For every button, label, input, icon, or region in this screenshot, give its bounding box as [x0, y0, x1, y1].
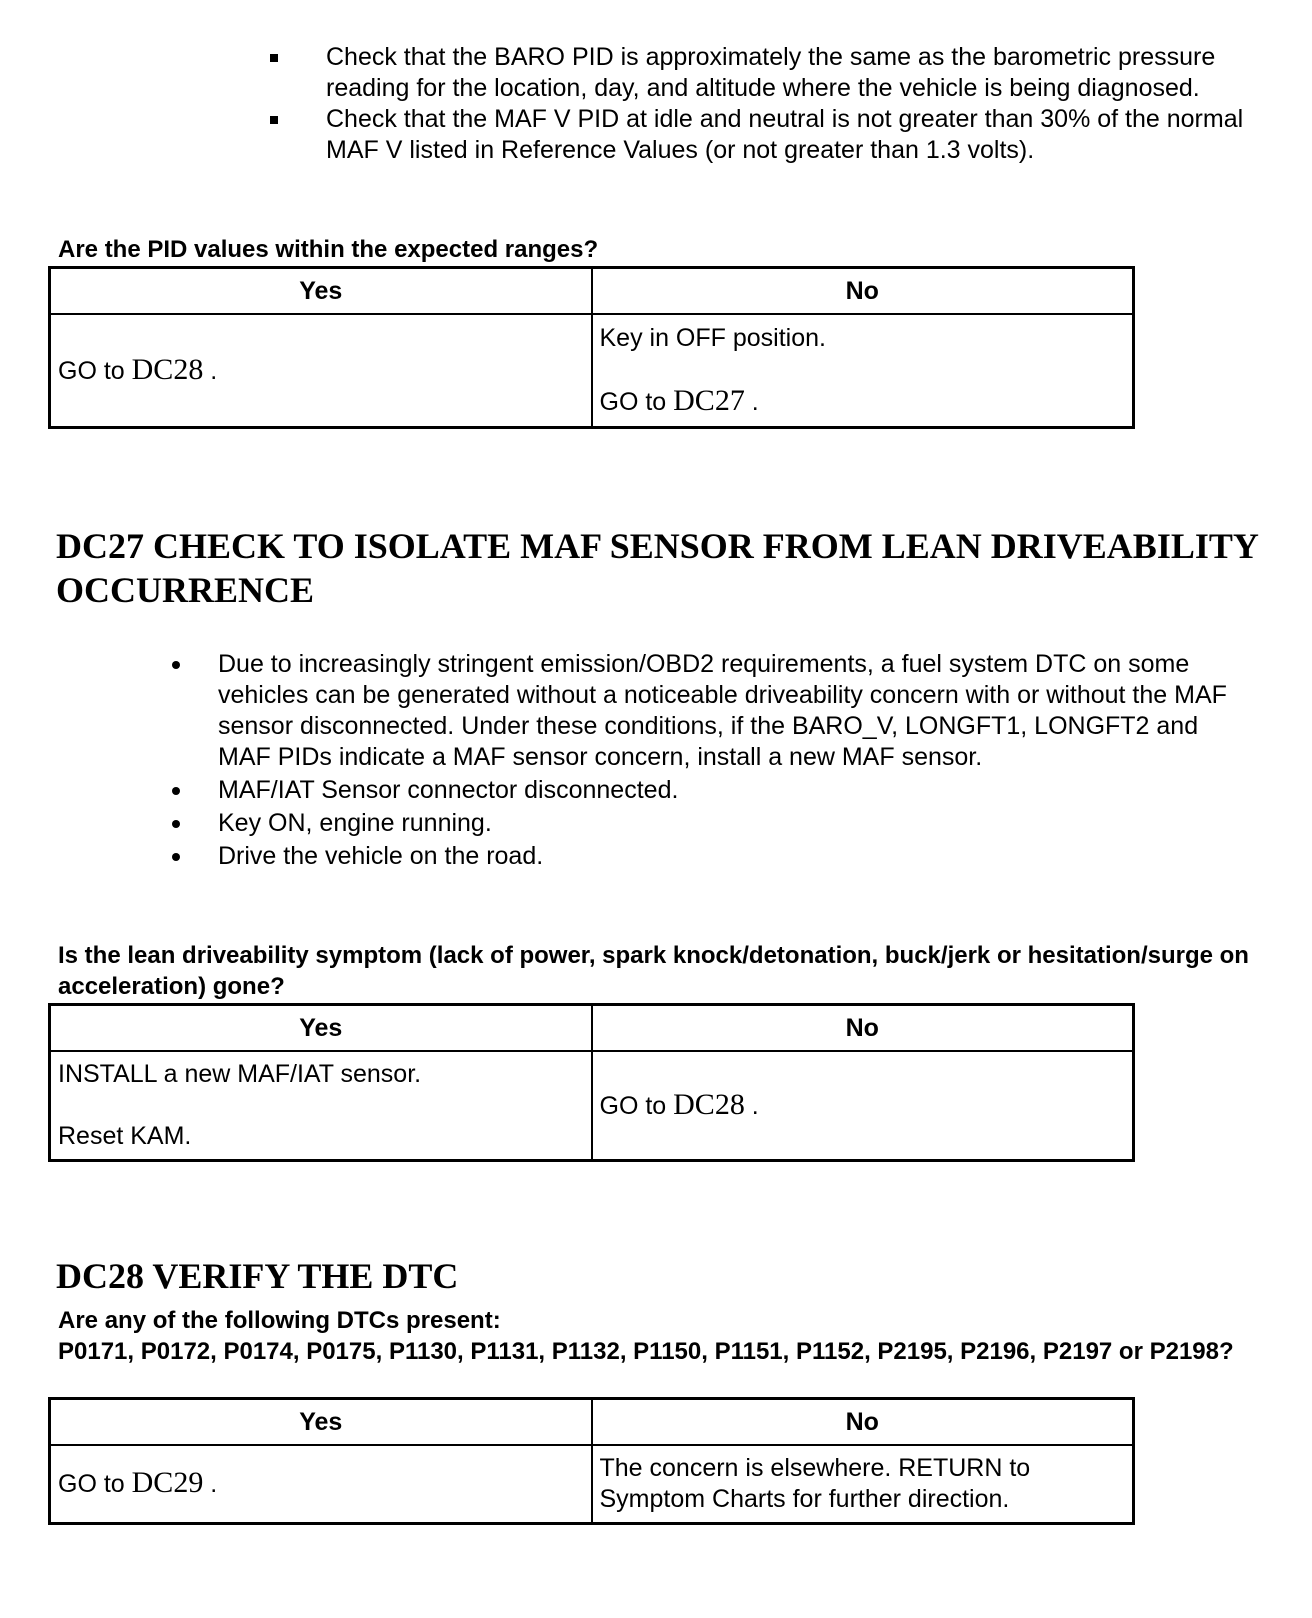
- dc27-bullet-list: [168, 649, 1228, 874]
- list-item: [168, 649, 1228, 773]
- no-cell: GO to DC28 .: [592, 1051, 1134, 1160]
- bullet-text: Drive the vehicle on the road.: [218, 842, 544, 870]
- go-to-text: GO to: [58, 356, 125, 385]
- dc28-link[interactable]: DC28: [673, 1087, 745, 1121]
- no-cell: Key in OFF position. GO to DC27 .: [592, 314, 1134, 427]
- dtc-question: [58, 1305, 1278, 1367]
- round-bullet-icon: [172, 787, 180, 795]
- list-item: [168, 841, 1228, 872]
- dc28-link[interactable]: DC28: [131, 352, 204, 386]
- yes-header: Yes: [50, 1005, 592, 1052]
- pid-question: Are the PID values within the expected ranges?: [58, 236, 599, 263]
- no-header: No: [592, 1399, 1134, 1446]
- instruction-text: Reset KAM.: [58, 1121, 192, 1150]
- yes-header: Yes: [50, 268, 592, 315]
- bullet-text: MAF/IAT Sensor connector disconnected.: [218, 776, 679, 804]
- no-header: No: [592, 268, 1134, 315]
- dtc-question-line: Are any of the following DTCs present:: [58, 1307, 501, 1334]
- round-bullet-icon: [172, 661, 180, 669]
- list-item: [270, 42, 1270, 104]
- lean-symptom-question: Is the lean driveability symptom (lack of power, spark knock/detonation, buck/jerk or hesitation/surge on acceleration) gone?: [58, 942, 1249, 1000]
- go-to-text: GO to: [599, 1091, 667, 1120]
- lean-decision-table: [48, 1003, 1135, 1162]
- dc28-heading: DC28 VERIFY THE DTC: [56, 1256, 459, 1296]
- dc27-link[interactable]: DC27: [673, 383, 745, 417]
- go-to-text: GO to: [58, 1470, 125, 1499]
- dtc-decision-table: [48, 1397, 1135, 1525]
- bullet-text: Check that the MAF V PID at idle and neutral is not greater than 30% of the normal MAF V listed in Reference Values (or not greater than 1.3 volts).: [326, 105, 1244, 164]
- intro-bullet-list: [270, 42, 1270, 166]
- no-header: No: [592, 1005, 1134, 1052]
- square-bullet-icon: [270, 54, 278, 62]
- square-bullet-icon: [270, 116, 278, 124]
- bullet-text: Due to increasingly stringent emission/OBD2 requirements, a fuel system DTC on some vehicles can be generated without a noticeable driveability concern with or without the MAF sensor disconnected. Under these conditions, if the BARO_V, LONGFT1, LONGFT2 and MAF PIDs indicate a MAF sensor concern, install a new MAF sensor.: [218, 650, 1227, 771]
- no-cell: The concern is elsewhere. RETURN to Symptom Charts for further direction.: [592, 1445, 1134, 1523]
- round-bullet-icon: [172, 853, 180, 861]
- yes-cell: [50, 1051, 592, 1160]
- pid-decision-table: [48, 266, 1135, 429]
- dc29-link[interactable]: DC29: [131, 1466, 204, 1500]
- list-item: [270, 104, 1270, 166]
- bullet-text: Key ON, engine running.: [218, 809, 492, 837]
- instruction-text: Key in OFF position.: [599, 323, 826, 352]
- dc27-heading: DC27 CHECK TO ISOLATE MAF SENSOR FROM LEAN DRIVEABILITY OCCURRENCE: [56, 526, 1258, 610]
- list-item: [168, 775, 1228, 806]
- dtc-code-list: P0171, P0172, P0174, P0175, P1130, P1131, P1132, P1150, P1151, P1152, P2195, P2196, P2197 or P2198?: [58, 1338, 1234, 1365]
- yes-cell: GO to DC28 .: [50, 314, 592, 427]
- instruction-text: INSTALL a new MAF/IAT sensor.: [58, 1059, 422, 1088]
- yes-header: Yes: [50, 1399, 592, 1446]
- round-bullet-icon: [172, 820, 180, 828]
- go-to-text: GO to: [599, 387, 667, 416]
- yes-cell: GO to DC29 .: [50, 1445, 592, 1523]
- bullet-text: Check that the BARO PID is approximately the same as the barometric pressure reading for the location, day, and altitude where the vehicle is being diagnosed.: [326, 43, 1216, 102]
- list-item: [168, 808, 1228, 839]
